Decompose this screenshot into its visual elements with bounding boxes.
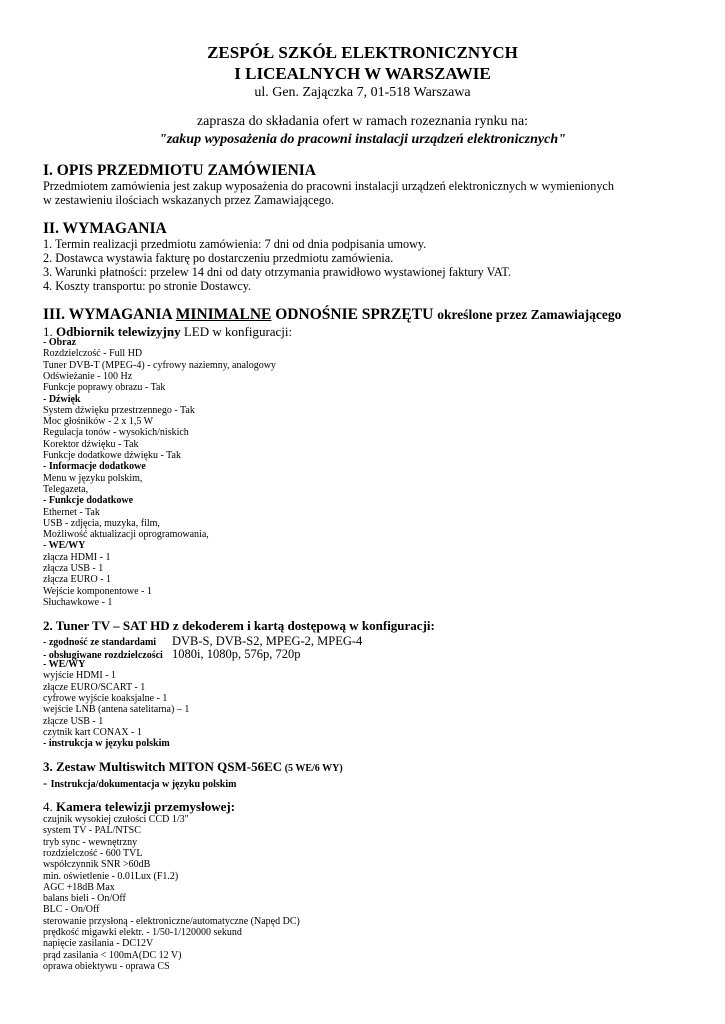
spec-line: czujnik wysokiej czułości CCD 1/3" (43, 814, 189, 825)
section-1-line: Przedmiotem zamówienia jest zakup wyposażenia do pracowni instalacji urządzeń elektronicznych w wymienionych (43, 179, 614, 193)
invitation-text: zaprasza do składania ofert w ramach rozeznania rynku na: (196, 114, 529, 129)
school-address: ul. Gen. Zajączka 7, 01-518 Warszawa (254, 85, 471, 100)
section-3-title-minimal: MINIMALNE (175, 306, 272, 323)
spec-line: - Funkcje dodatkowe (43, 495, 134, 507)
item-3-title (43, 759, 343, 775)
spec-line: Funkcje poprawy obrazu - Tak (43, 382, 166, 394)
item-3-note (43, 774, 236, 792)
spec-line: sterowanie przysłoną - elektroniczne/automatyczne (Napęd DC) (43, 915, 300, 927)
requirement-item: 4. Koszty transportu: po stronie Dostawcy. (43, 279, 252, 293)
resolutions-label: - obsługiwane rozdzielczości (43, 650, 163, 661)
spec-line: złącze USB - 1 (43, 715, 104, 727)
spec-line: złącza HDMI - 1 (43, 551, 111, 563)
section-1-title: I. OPIS PRZEDMIOTU ZAMÓWIENIA (43, 162, 316, 179)
spec-line: współczynnik SNR >60dB (43, 859, 151, 871)
section-3-title-c: ODNOŚNIE SPRZĘTU (271, 306, 438, 323)
spec-line: - instrukcja w języku polskim (43, 738, 170, 750)
spec-line: wyjście HDMI - 1 (43, 670, 117, 682)
spec-line: wejście LNB (antena satelitarna) – 1 (43, 704, 190, 716)
spec-line: min. oświetlenie - 0.01Lux (F1.2) (43, 870, 179, 882)
spec-line: złącza EURO - 1 (43, 574, 112, 586)
item-4-name: Kamera telewizji przemysłowej: (56, 799, 236, 814)
spec-line: Moc głośników - 2 x 1,5 W (43, 416, 154, 428)
spec-line: czytnik kart CONAX - 1 (43, 726, 142, 738)
standards-value: DVB-S, DVB-S2, MPEG-2, MPEG-4 (172, 634, 363, 648)
standards-label: - zgodność ze standardami (43, 637, 157, 648)
spec-line: - Obraz (43, 337, 77, 348)
spec-line: balans bieli - On/Off (43, 893, 126, 905)
section-3-title-a: III. WYMAGANIA (43, 306, 176, 323)
spec-line: Korektor dźwięku - Tak (43, 438, 139, 450)
item-2-title: 2. Tuner TV – SAT HD z dekoderem i kartą dostępową w konfiguracji: (43, 618, 435, 633)
school-name-line1: ZESPÓŁ SZKÓŁ ELEKTRONICZNYCH (207, 43, 518, 62)
spec-line: System dźwięku przestrzennego - Tak (43, 404, 195, 416)
spec-line: Tuner DVB-T (MPEG-4) - cyfrowy naziemny, analogowy (43, 359, 276, 371)
spec-line: BLC - On/Off (43, 904, 100, 916)
item-3-name: 3. Zestaw Multiswitch MITON QSM-56EC (43, 759, 283, 774)
spec-line: - Informacje dodatkowe (43, 461, 146, 473)
spec-line: prędkość migawki elektr. - 1/50-1/120000 sekund (43, 927, 242, 938)
spec-line: napięcie zasilania - DC12V (43, 938, 154, 950)
spec-line: Telegazeta, (43, 483, 89, 495)
item-3-io: (5 WE/6 WY) (282, 763, 343, 774)
section-3-title-d: określone przez Zamawiającego (437, 307, 622, 322)
spec-line: Regulacja tonów - wysokich/niskich (43, 427, 189, 439)
spec-line: złącze EURO/SCART - 1 (43, 681, 146, 693)
item-4-num: 4. (43, 799, 56, 814)
section-3-title (43, 306, 621, 324)
spec-line: Funkcje dodatkowe dźwięku - Tak (43, 450, 181, 461)
spec-line: Ethernet - Tak (43, 506, 100, 518)
spec-line: AGC +18dB Max (43, 881, 115, 893)
item-1-num: 1. (43, 324, 56, 339)
spec-line: USB - zdjęcia, muzyka, film, (43, 517, 160, 529)
item-3-note-text: Instrukcja/dokumentacja w języku polskim (50, 779, 237, 790)
spec-line: tryb sync - wewnętrzny (43, 836, 138, 848)
school-name-line2: I LICEALNYCH W WARSZAWIE (234, 64, 491, 83)
spec-line: Menu w języku polskim, (43, 472, 143, 484)
spec-line: złącza USB - 1 (43, 563, 104, 574)
spec-line: - WE/WY (43, 540, 86, 552)
spec-line: Rozdzielczość - Full HD (43, 348, 143, 360)
item-4-title (43, 799, 235, 815)
spec-line: rozdzielczość - 600 TVL (43, 847, 143, 859)
spec-line: Odświeżanie - 100 Hz (43, 370, 133, 382)
section-2-title: II. WYMAGANIA (43, 220, 167, 237)
spec-line: cyfrowe wyjście koaksjalne - 1 (43, 692, 168, 704)
spec-line: oprawa obiektywu - oprawa CS (43, 960, 170, 972)
spec-line: - WE/WY (43, 659, 86, 670)
requirement-item: 1. Termin realizacji przedmiotu zamówienia: 7 dni od dnia podpisania umowy. (43, 237, 427, 251)
section-1-line: w zestawieniu ilościach wskazanych przez Zamawiającego. (43, 193, 335, 207)
spec-line: prąd zasilania < 100mA(DC 12 V) (43, 949, 182, 961)
item-1-name: Odbiornik telewizyjny (56, 324, 181, 339)
resolutions-value: 1080i, 1080p, 576p, 720p (172, 647, 301, 661)
spec-line: system TV - PAL/NTSC (43, 825, 141, 837)
item-1-title (43, 324, 292, 340)
requirement-item: 2. Dostawca wystawia fakturę po dostarczeniu przedmiotu zamówienia. (43, 251, 394, 265)
procurement-subject: "zakup wyposażenia do pracowni instalacji urządzeń elektronicznych" (159, 132, 566, 147)
requirement-item: 3. Warunki płatności: przelew 14 dni od daty otrzymania prawidłowo wystawionej faktury VAT. (43, 265, 511, 279)
spec-line: Wejście komponentowe - 1 (43, 585, 152, 597)
spec-line: Słuchawkowe - 1 (43, 596, 113, 608)
spec-line: - Dźwięk (43, 393, 81, 405)
item-1-rest: LED w konfiguracji: (180, 324, 293, 339)
item-3-dash: - (43, 775, 51, 790)
spec-line: Możliwość aktualizacji oprogramowania, (43, 529, 209, 541)
